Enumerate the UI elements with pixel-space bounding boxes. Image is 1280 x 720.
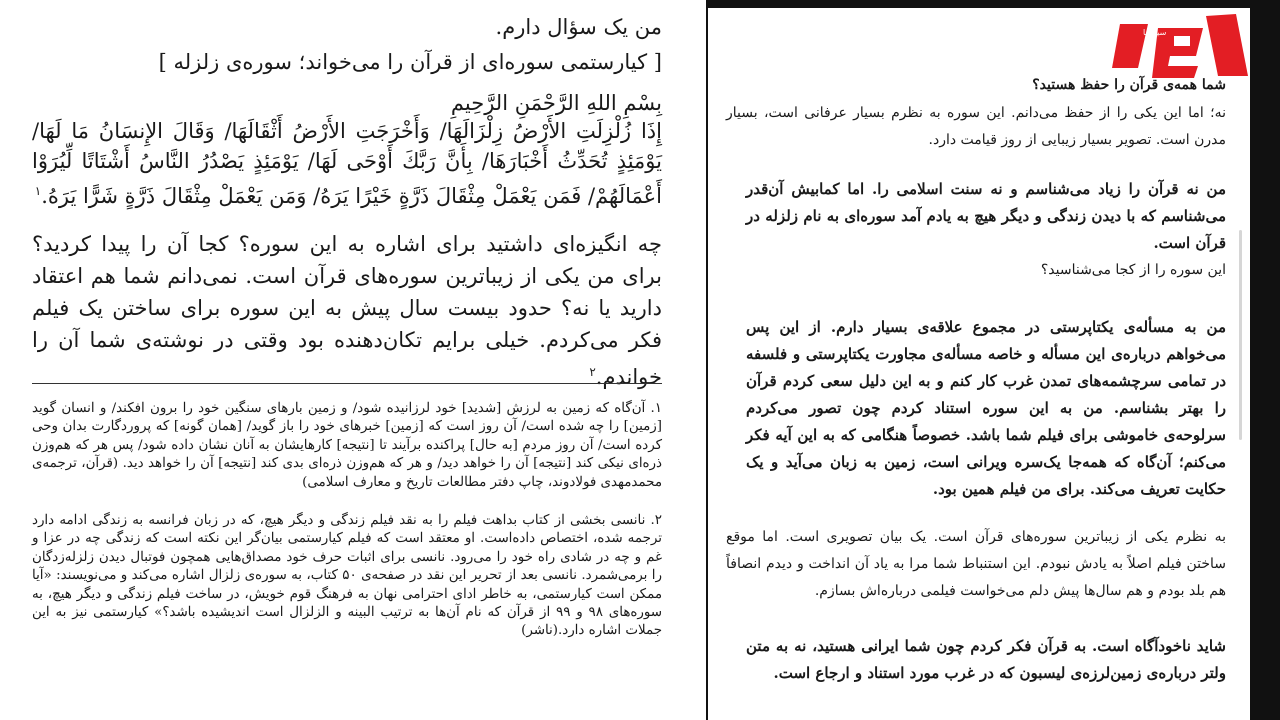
verses-note: ۱	[34, 184, 42, 198]
footnote-2: ۲. نانسی بخشی از کتاب بداهت فیلم را به نقد فیلم زندگی و دیگر هیچ، که در زبان فرانسه به زندگی ادامه دارد ترجمه شده، اختصاص داده‌است. او معتقد است که فیلم کیارستمی بیان‌گر این نکته است که زندگی چه در عزا و غم و چه در شادی راه خود را می‌رود. نانسی برای اثبات حرف خود مصداق‌هایی همچون فوتبال دیدن زلزله‌زدگان را برمی‌شمرد. نانسی بعد از تحریر این نقد در صفحه‌ی ۵۰ کتاب، به سوره‌ی زلزال اشاره می‌کند و می‌نویسند: «آیا ممکن است کیارستمی، به خاطر ادای احترامی نهان به فرهنگ قوم خویش، در ساخت فیلم زندگی و دیگر هیچ، به سوره‌های ۹۸ و ۹۹ از قرآن که نام آن‌ها به ترتیب البینه و الزلزال است اندیشیده باشد؟» کیارستمی نیز به این جملات اشاره دارد.(ناشر)	[32, 513, 663, 639]
paragraph-note: ۲	[589, 365, 596, 379]
basmala: بِسْمِ اللهِ الرَّحْمَنِ الرَّحِيمِ	[450, 91, 662, 115]
answer-1: نه؛ اما این یکی را از حفظ می‌دانم. این سوره به نظرم بسیار عرفانی است، بسیار مدرن است. تصویر بسیار زیبایی از روز قیامت دارد.	[726, 105, 1226, 148]
verses-text: إِذَا زُلْزِلَتِ الأَرْضُ زِلْزَالَهَا/ وَأَخْرَجَتِ الأَرْضُ أَثْقَالَهَا/ وَقَالَ الإِنسَانُ مَا لَهَا/ يَوْمَئِذٍ تُحَدِّثُ أَخْبَارَهَا/ بِأَنَّ رَبَّكَ أَوْحَى لَهَا/ يَوْمَئِذٍ يَصْدُرُ النَّاسُ أَشْتَاتًا لِّيُرَوْا أَعْمَالَهُمْ/ فَمَن يَعْمَلْ مِثْقَالَ ذَرَّةٍ خَيْرًا يَرَهُ/ وَمَن يَعْمَلْ مِثْقَالَ ذَرَّةٍ شَرًّا يَرَهُ.	[32, 119, 662, 208]
nancy-remark-2: من به مسأله‌ی یکتاپرستی در مجموع علاقه‌ی بسیار دارم. از این پس می‌خواهم درباره‌ی این مسأله و خاصه مسأله‌ی مجاورت یکتاپرستی و فلسفه در تمامی سرچشمه‌های تمدن غرب کار کنم و به این دلیل سعی کردم قرآن را بهتر بشناسم. من به این سوره استناد کردم چون تصور می‌کردم سرلوحه‌ی خاموشی برای فیلم شما باشد. خصوصاً هنگامی که به این آیه فکر می‌کنم؛ آن‌گاه که همه‌جا یک‌سره ویرانی است، زمین به زبان می‌آید و یک حکایت تعریف می‌کند. برای من فیلم همین بود.	[746, 318, 1226, 498]
footnote-1: ۱. آن‌گاه که زمین به لرزش [شدید] خود لرزانیده شود/ و زمین بارهای سنگین خود را برون افکند/ و انسان گوید [زمین] را چه شده است/ آن روز است که [زمین] خبرهای خود را باز گوید/ [همان گونه] که پروردگارت بدان وحی کرده است/ آن روز مردم [به حال] پراکنده برآیند تا [نتیجه] کارهایشان به آنان نشان داده شود/ پس هر که هم‌وزن ذره‌ای نیکی کند [نتیجه] آن را خواهد دید/ و هر که هم‌وزن ذره‌ای بدی کند [نتیجه] آن را خواهد دید. (قرآن، ترجمه‌ی محمدمهدی فولادوند، چاپ دفتر مطالعات تاریخ و معارف اسلامی)	[32, 401, 662, 490]
screen-edge-right	[1250, 0, 1280, 720]
interview-page	[708, 0, 1280, 720]
paragraph-text: چه انگیزه‌ای داشتید برای اشاره به این سوره؟ کجا آن را پیدا کردید؟ برای من یکی از زیباترین سوره‌های قرآن است. نمی‌دانم شما هم اعتقاد دارید یا نه؟ حدود بیست سال پیش به این سوره برای ساختن یک فیلم فکر می‌کردم. خیلی برایم تکان‌دهنده بود وقتی در نوشته‌ی شما آن را خواندم.	[32, 232, 662, 389]
nancy-remark-3: شاید ناخودآگاه است. به قرآن فکر کردم چون شما ایرانی هستید، نه به متن ولتر درباره‌ی زمین‌لرزه‌ی لیسبون که در غرب مورد استناد و ارجاع است.	[746, 637, 1226, 682]
nancy-remark-1: من نه قرآن را زیاد می‌شناسم و نه سنت اسلامی را. اما کمابیش آن‌قدر می‌شناسم که با دیدن زندگی و دیگر هیچ به یادم آمد سوره‌ای به نام زلزله در قرآن است.	[746, 180, 1226, 252]
question-2: این سوره را از کجا می‌شناسید؟	[1040, 262, 1226, 278]
quran-verses	[32, 116, 662, 211]
scroll-indicator[interactable]	[1239, 230, 1242, 440]
main-paragraph	[32, 228, 662, 393]
question-1: شما همه‌ی قرآن را حفظ هستید؟	[1032, 77, 1226, 93]
answer-2: به نظرم یکی از زیباترین سوره‌های قرآن است. یک بیان تصویری است. اما موقع ساختن فیلم اصلاً به یادش نبودم. این استنباط شما مرا به یاد آن انداخت و دیدم انصافاً هم بلد بودم و هم سال‌ها پیش دلم می‌خواست فیلمی درباره‌اش بسازم.	[726, 529, 1226, 599]
footnote-rule	[32, 383, 662, 384]
bracket-line: [ کیارستمی سوره‌ای از قرآن را می‌خواند؛ سوره‌ی زلزله ]	[158, 50, 662, 74]
logo-text: سیـنمـا	[1143, 28, 1167, 37]
question-line: من یک سؤال دارم.	[495, 15, 662, 39]
